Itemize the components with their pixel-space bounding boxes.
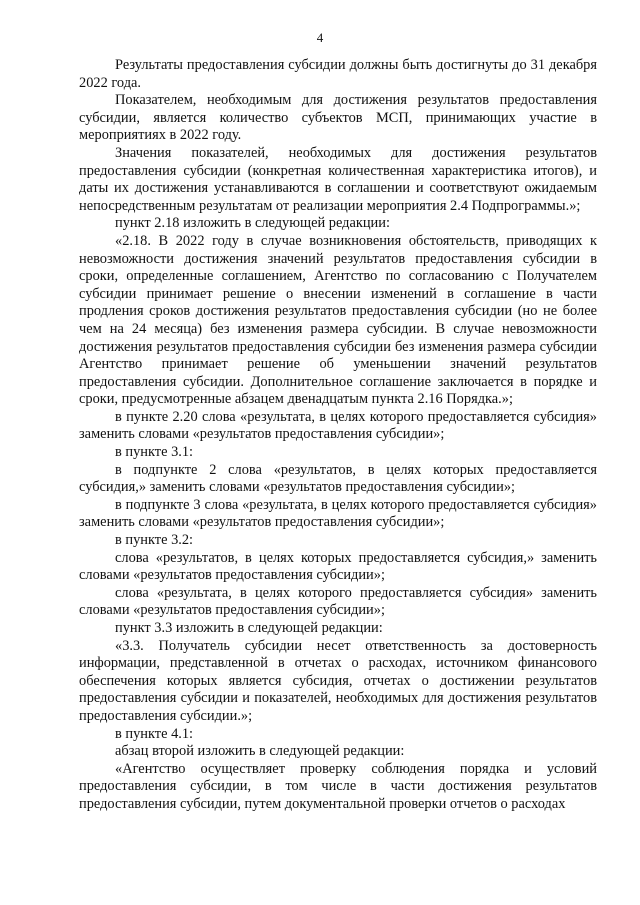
paragraph: слова «результата, в целях которого предоставляется субсидия» заменить словами «результатов предоставления субсидии»; [79, 584, 597, 619]
paragraph: в подпункте 3 слова «результата, в целях которого предоставляется субсидия» заменить словами «результатов предоставления субсидии»; [79, 496, 597, 531]
paragraph: в подпункте 2 слова «результатов, в целях которых предоставляется субсидия,» заменить словами «результатов предоставления субсидии»; [79, 461, 597, 496]
paragraph: Значения показателей, необходимых для достижения результатов предоставления субсидии (конкретная количественная характеристика итогов), и даты их достижения устанавливаются в соглашении и соответствуют ожидаемым непосредственным результатам от реализации мероприятия 2.4 Подпрограммы.»; [79, 144, 597, 214]
paragraph: «Агентство осуществляет проверку соблюдения порядка и условий предоставления субсидии, в том числе в части достижения результатов предоставления субсидии, путем документальной проверки отчетов о расходах [79, 760, 597, 812]
paragraph: в пункте 2.20 слова «результата, в целях которого предоставляется субсидия» заменить словами «результатов предоставления субсидии»; [79, 408, 597, 443]
paragraph: Показателем, необходимым для достижения результатов предоставления субсидии, является количество субъектов МСП, принимающих участие в мероприятиях в 2022 году. [79, 92, 597, 144]
paragraph: слова «результатов, в целях которых предоставляется субсидия,» заменить словами «результатов предоставления субсидии»; [79, 549, 597, 584]
document-body [79, 57, 597, 814]
paragraph: в пункте 3.2: [115, 532, 194, 549]
paragraph: в пункте 4.1: [115, 725, 194, 742]
paragraph: Результаты предоставления субсидии должны быть достигнуты до 31 декабря 2022 года. [79, 57, 597, 91]
paragraph: пункт 3.3 изложить в следующей редакции: [115, 620, 383, 636]
page-number: 4 [316, 30, 324, 45]
paragraph: «3.3. Получатель субсидии несет ответственность за достоверность информации, представленной в отчетах о расходах, источником финансового обеспечения которых является субсидия, отчетах о достижении результатов предоставления субсидии и показателей, необходимых для достижения результатов предоставления субсидии.»; [79, 637, 597, 724]
paragraph: пункт 2.18 изложить в следующей редакции: [115, 215, 390, 232]
paragraph: «2.18. В 2022 году в случае возникновения обстоятельств, приводящих к невозможности достижения значений результатов предоставления субсидии в сроки, определенные соглашением, Агентство по согласованию с Получателем субсидии принимает решение о внесении изменений в соглашение в части продления сроков достижения результатов предоставления субсидии (но не более чем на 24 месяца) без изменения размера субсидии. В случае невозможности достижения результатов предоставления субсидии без изменения размера субсидии Агентство принимает решение об уменьшении значений результатов предоставления субсидии. Дополнительное соглашение заключается в порядке и сроки, предусмотренные абзацем двенадцатым пункта 2.16 Порядка.»; [79, 232, 597, 408]
paragraph: в пункте 3.1: [115, 444, 194, 461]
paragraph: абзац второй изложить в следующей редакции: [115, 743, 405, 760]
